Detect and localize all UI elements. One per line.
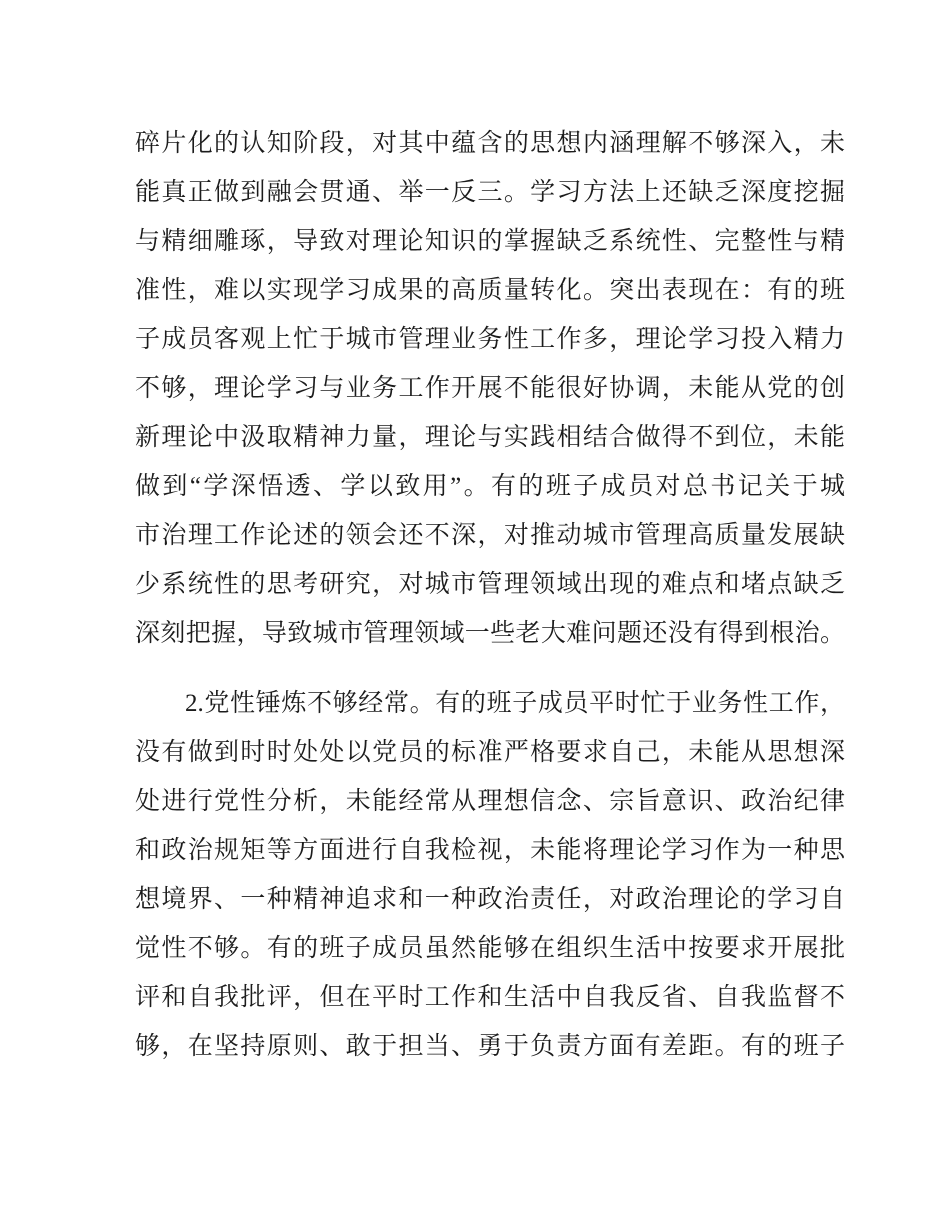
text-line: 2.党性锤炼不够经常。有的班子成员平时忙于业务性工作， — [185, 690, 845, 717]
paragraph-1 — [135, 119, 845, 658]
text-line: 新理论中汲取精神力量，理论与实践相结合做得不到位，未能 — [135, 424, 845, 451]
text-line: 碎片化的认知阶段，对其中蕴含的思想内涵理解不够深入，未 — [135, 130, 845, 157]
text-line: 子成员客观上忙于城市管理业务性工作多，理论学习投入精力 — [135, 326, 845, 353]
text-line: 做到“学深悟透、学以致用”。有的班子成员对总书记关于城 — [135, 473, 845, 500]
text-line: 少系统性的思考研究，对城市管理领域出现的难点和堵点缺乏 — [135, 571, 845, 598]
text-line: 市治理工作论述的领会还不深，对推动城市管理高质量发展缺 — [135, 522, 845, 549]
text-line: 与精细雕琢，导致对理论知识的掌握缺乏系统性、完整性与精 — [135, 228, 845, 255]
text-line: 觉性不够。有的班子成员虽然能够在组织生活中按要求开展批 — [135, 935, 845, 962]
text-line: 够，在坚持原则、敢于担当、勇于负责方面有差距。有的班子 — [135, 1033, 845, 1060]
text-line: 能真正做到融会贯通、举一反三。学习方法上还缺乏深度挖掘 — [135, 179, 845, 206]
paragraph-2 — [135, 679, 845, 1071]
document-body — [135, 119, 845, 1071]
text-line: 处进行党性分析，未能经常从理想信念、宗旨意识、政治纪律 — [135, 788, 845, 815]
text-line: 想境界、一种精神追求和一种政治责任，对政治理论的学习自 — [135, 886, 845, 913]
text-line: 不够，理论学习与业务工作开展不能很好协调，未能从党的创 — [135, 375, 845, 402]
text-line: 和政治规矩等方面进行自我检视，未能将理论学习作为一种思 — [135, 837, 845, 864]
text-line: 没有做到时时处处以党员的标准严格要求自己，未能从思想深 — [135, 739, 845, 766]
text-line: 评和自我批评，但在平时工作和生活中自我反省、自我监督不 — [135, 984, 845, 1011]
text-line: 深刻把握，导致城市管理领域一些老大难问题还没有得到根治。 — [135, 620, 845, 647]
text-line: 准性，难以实现学习成果的高质量转化。突出表现在：有的班 — [135, 277, 845, 304]
